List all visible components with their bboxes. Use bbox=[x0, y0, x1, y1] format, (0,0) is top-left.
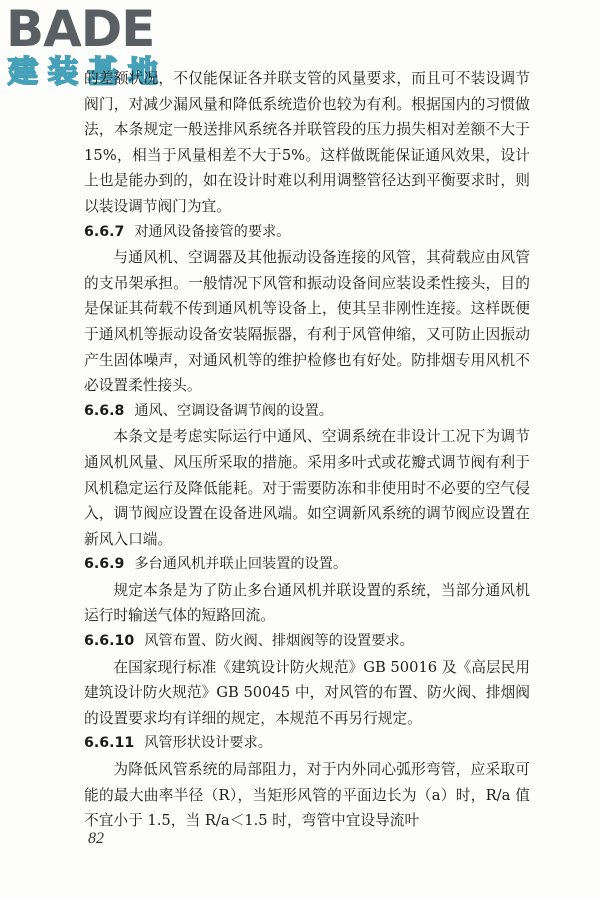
paragraph: 为降低风管系统的局部阻力，对于内外同心弧形弯管，应采取可能的最大曲率半径（R），当矩形风管的平面边长为（a）时，R/a 值不宜小于 1.5，当 R/a＜1.5 时，弯管中宜设导流叶 bbox=[84, 761, 530, 830]
logo-wordmark: BADE bbox=[6, 0, 155, 58]
paragraph: 规定本条是为了防止多台通风机并联设置的系统，当部分通风机运行时输送气体的短路回流。 bbox=[84, 581, 530, 625]
logo-subtitle: 建装基地 bbox=[8, 55, 168, 90]
clause-number: 6.6.7 bbox=[84, 223, 125, 240]
clause-heading bbox=[84, 552, 530, 578]
clause-heading bbox=[84, 629, 530, 655]
clause-title: 对通风设备接管的要求。 bbox=[134, 223, 291, 240]
clause-number: 6.6.11 bbox=[84, 735, 135, 752]
page-body bbox=[84, 66, 530, 834]
clause-title: 多台通风机并联止回装置的设置。 bbox=[134, 556, 348, 573]
clause-heading bbox=[84, 220, 530, 246]
paragraph: 与通风机、空调器及其他振动设备连接的风管，其荷载应由风管的支吊架承担。一般情况下风管和振动设备间应装设柔性接头，目的是保证其荷载不传到通风机等设备上，使其呈非刚性连接。这样既便于通风机等振动设备安装隔振器，有利于风管伸缩，又可防止因振动产生固体噪声，对通风机等的维护检修也有好处。防排烟专用风机不必设置柔性接头。 bbox=[84, 249, 530, 395]
clause-title: 风管形状设计要求。 bbox=[144, 735, 272, 752]
paragraph: 本条文是考虑实际运行中通风、空调系统在非设计工况下为调节通风机风量、风压所采取的措施。采用多叶式或花瓣式调节阀有利于风机稳定运行及降低能耗。对于需要防冻和非使用时不必要的空气侵入，调节阀应设置在设备进风端。如空调新风系统的调节阀应设置在新风入口端。 bbox=[84, 428, 530, 548]
clause-number: 6.6.10 bbox=[84, 633, 135, 650]
paragraph: 在国家现行标准《建筑设计防火规范》GB 50016 及《高层民用建筑设计防火规范》GB 50045 中，对风管的布置、防火阀、排烟阀的设置要求均有详细的规定，本规范不再另行规定。 bbox=[84, 658, 530, 727]
clause-number: 6.6.8 bbox=[84, 402, 125, 419]
clause-heading bbox=[84, 731, 530, 757]
clause-title: 通风、空调设备调节阀的设置。 bbox=[134, 402, 333, 419]
clause-heading bbox=[84, 399, 530, 425]
paragraph: 的差额状况，不仅能保证各并联支管的风量要求，而且可不装设调节阀门，对减少漏风量和降低系统造价也较为有利。根据国内的习惯做法，本条规定一般送排风系统各并联管段的压力损失相对差额不大于15%，相当于风量相差不大于5%。这样做既能保证通风效果，设计上也是能办到的，如在设计时难以利用调整管径达到平衡要求时，则以装设调节阀门为宜。 bbox=[84, 70, 530, 215]
page-number: 82 bbox=[88, 830, 104, 847]
clause-number: 6.6.9 bbox=[84, 556, 125, 573]
clause-title: 风管布置、防火阀、排烟阀等的设置要求。 bbox=[144, 633, 414, 650]
